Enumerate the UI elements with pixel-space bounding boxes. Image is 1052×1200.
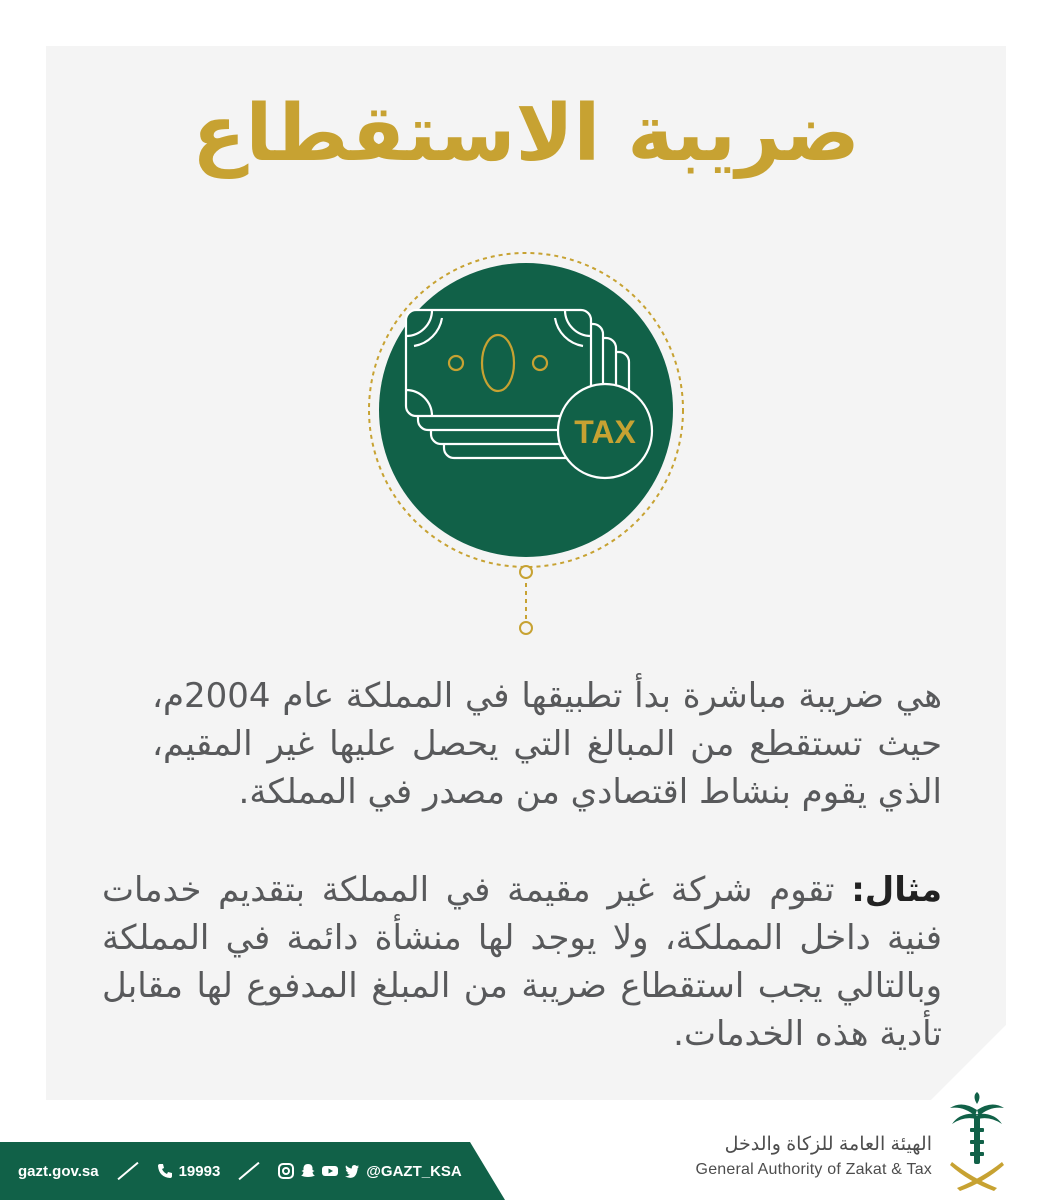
footer-contact	[0, 1142, 505, 1200]
tax-badge-text: TAX	[574, 414, 636, 450]
instagram-icon[interactable]	[278, 1163, 294, 1179]
example-text: تقوم شركة غير مقيمة في المملكة بتقديم خدمات فنية داخل المملكة، ولا يوجد لها منشأة دائمة في المملكة وبالتالي يجب استقطاع ضريبة من المبلغ المدفوع لها مقابل تأدية هذه الخدمات.	[102, 870, 942, 1054]
page-title: ضريبة الاستقطاع	[192, 89, 860, 179]
authority-name	[696, 1132, 932, 1182]
example-label: مثال:	[851, 870, 942, 910]
divider	[239, 1162, 260, 1180]
authority-name-en: General Authority of Zakat & Tax	[695, 1161, 932, 1178]
phone-number: 19993	[178, 1162, 221, 1180]
website-link[interactable]: gazt.gov.sa	[18, 1162, 99, 1180]
money-tax-icon	[356, 250, 696, 640]
card-corner-cut	[931, 1025, 1006, 1100]
divider	[117, 1162, 138, 1180]
definition-paragraph: هي ضريبة مباشرة بدأ تطبيقها في المملكة عام 2004م، حيث تستقطع من المبالغ التي يحصل عليها غير المقيم، الذي يقوم بنشاط اقتصادي من مصدر في المملكة.	[152, 676, 942, 812]
authority-name-ar: الهيئة العامة للزكاة والدخل	[724, 1134, 932, 1155]
palm-swords-logo-icon	[942, 1092, 1012, 1192]
social-handle[interactable]: @GAZT_KSA	[366, 1162, 462, 1180]
phone-contact[interactable]	[157, 1163, 221, 1180]
social-links	[278, 1163, 461, 1180]
twitter-icon[interactable]	[344, 1163, 360, 1179]
example-paragraph	[102, 866, 942, 1058]
snapchat-icon[interactable]	[300, 1163, 316, 1179]
phone-icon	[157, 1163, 173, 1179]
youtube-icon[interactable]	[322, 1163, 338, 1179]
